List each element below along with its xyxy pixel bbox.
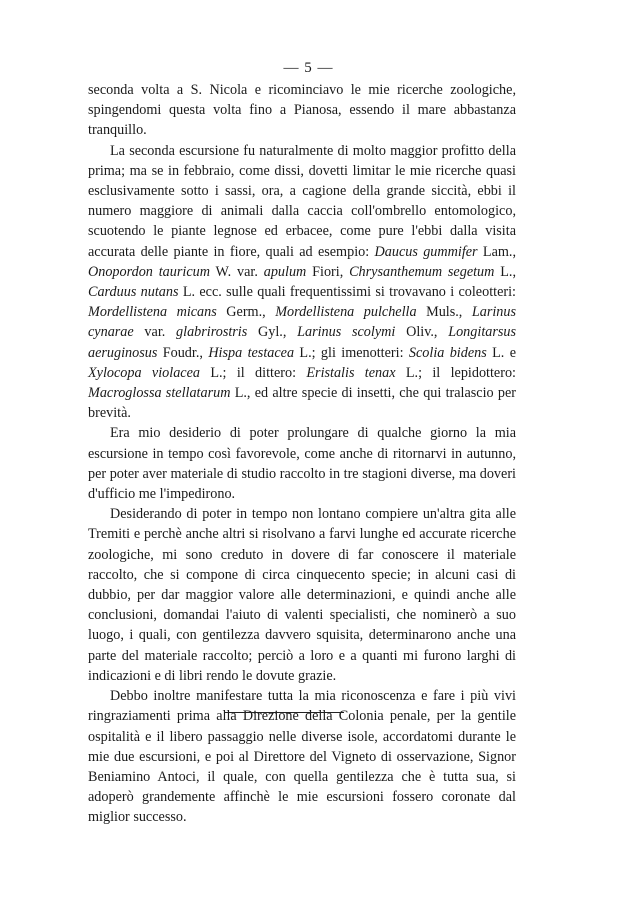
species-name: Scolia bidens [408,344,487,361]
species-name: Carduus nutans [88,284,179,301]
species-name: Eristalis tenax [306,364,396,381]
body-text [88,80,516,828]
species-name: Mordellistena pulchella [275,304,417,321]
text-run: La seconda escursione fu naturalmente di molto maggior profitto della prima; ma se in febbraio, come dissi, dovetti limitar le mie ricerche quasi esclusivamente sotto i sassi, ora, a cagione della grande siccità, ebbi il numero maggiore di animali dalla caccia coll'ombrello entomologico, scuotendo le piante legnose ed erbacee, come pure l'ebbi dalla visita accurata delle piante in fiore, quali ad esempio: [88,142,516,260]
species-name: Onopordon tauricum [88,263,210,280]
species-name: Xylocopa violacea [88,364,200,381]
text-run: Oliv., [395,324,449,341]
species-name: Hispa testacea [208,344,295,361]
paragraph [88,80,516,141]
species-name: Chrysanthemum segetum [349,263,495,280]
text-run: Era mio desiderio di poter prolungare di qualche giorno la mia escursione in tempo così favorevole, come anche di ritornarvi in autunno, per poter aver materiale di studio raccolto in tre stagioni diverse, ma doveri d'ufficio me l'impedirono. [88,425,516,503]
text-run: Lam., [477,243,517,260]
species-name: Macroglossa stellatarum [88,385,231,402]
species-name: Larinus cynarae [88,304,517,341]
text-run: Fiori, [306,263,350,280]
paragraph [88,423,516,504]
text-run: L., [494,263,516,280]
text-run: Germ., [216,304,276,321]
paragraph [88,141,516,424]
section-divider-rule [224,712,344,713]
paragraph [88,686,516,827]
paragraph [88,504,516,686]
text-run: Muls., [416,304,472,321]
text-run: Foudr., [157,344,209,361]
text-run: seconda volta a S. Nicola e ricominciavo le mie ricerche zoologiche, spingendomi questa volta fino a Pianosa, essendo il mare abbastanza tranquillo. [88,82,516,139]
text-run: Debbo inoltre manifestare tutta la mia riconoscenza e fare i più vivi ringraziamenti prima alla Direzione della Colonia penale, per la gentile ospitalità e il libero passaggio nelle diverse isole, accordatomi durante le mie due escursioni, e poi al Direttore del Vigneto di osservazione, Signor Beniamino Antoci, il quale, con quella gentilezza che è tutta sua, si adoperò grandemente affinchè le mie escursioni fossero coronate dal miglior successo. [88,688,516,826]
species-name: apulum [263,263,307,280]
species-name: Daucus gummifer [374,243,478,260]
text-run: L., ed altre specie di insetti, che qui tralascio per brevità. [88,385,516,422]
text-run: Desiderando di poter in tempo non lontano compiere un'altra gita alle Tremiti e perchè anche altri si risolvano a farvi lunghe ed accurate ricerche zoologiche, mi sono creduto in dovere di far conoscere il materiale raccolto, che si compone di circa cinquecento specie; in alcuni casi di dubbio, per dar maggior valore alle determinazioni, e quindi anche alle conclusioni, domandai l'aiuto di valenti specialisti, che nominerò a suo luogo, i quali, con gentilezza davvero squisita, determinarono anche una parte del materiale raccolto; perciò a loro e a quanti mi furono larghi di indicazioni e di libri rendo le dovute grazie. [88,506,516,684]
text-run: L. ecc. sulle quali frequentissimi si trovavano i coleotteri: [178,284,516,301]
text-run: L.; gli imenotteri: [294,344,409,361]
species-name: Mordellistena micans [88,304,217,321]
species-name: Larinus scolymi [297,324,396,341]
page-number: — 5 — [283,60,334,76]
species-name: Longitarsus aeruginosus [88,324,517,361]
text-run: Gyl., [247,324,298,341]
text-run: W. var. [209,263,264,280]
text-run: L.; il dittero: [199,364,307,381]
text-run: L. e [486,344,516,361]
text-run: var. [133,324,177,341]
species-name: glabrirostris [176,324,248,341]
text-run: L.; il lepidottero: [395,364,516,381]
